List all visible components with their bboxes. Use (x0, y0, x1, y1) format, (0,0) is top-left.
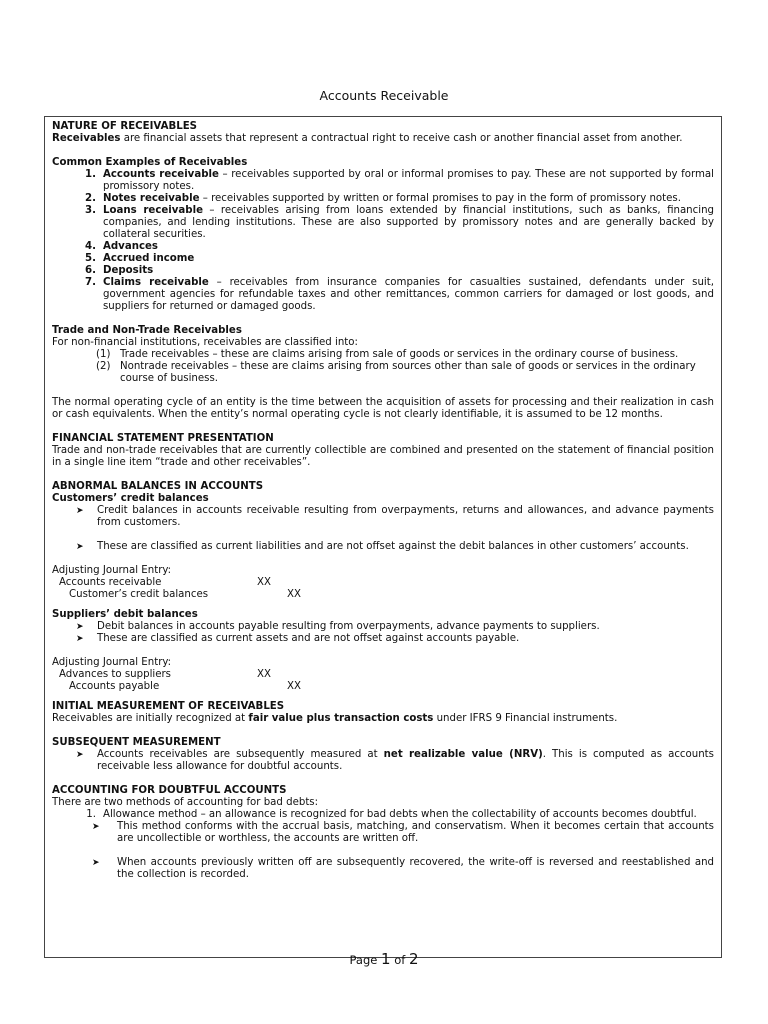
trade-intro: For non-financial institutions, receivables are classified into: (52, 337, 358, 348)
section-heading-subsequent: SUBSEQUENT MEASUREMENT (52, 737, 221, 748)
bullet-item: ➤ When accounts previously written off are subsequently recovered, the write-off is reversed and reestablished and the collection is recorded. (92, 857, 714, 880)
presentation-paragraph: Trade and non-trade receivables that are currently collectible are combined and presented on the statement of financial position in a single line item “trade and other receivables”. (52, 445, 714, 468)
list-item: 2. Notes receivable – receivables supported by written or formal promises to pay in the form of promissory notes. (85, 193, 681, 204)
list-item: 1. Accounts receivable – receivables supported by oral or informal promises to pay. These are not supported by formal promissory notes. (85, 169, 715, 192)
bullet-item: ➤ Accounts receivables are subsequently measured at net realizable value (NRV). This is computed as accounts receivable less allowance for doubtful accounts. (76, 749, 714, 772)
suppliers-heading: Suppliers’ debit balances (52, 609, 198, 620)
section-heading-nature: NATURE OF RECEIVABLES (52, 121, 198, 132)
list-item: 3. Loans receivable – receivables arising from loans extended by financial institutions, such as banks, financing companies, and lending institutions. These are also supported by promissory notes and are generally backed by collateral securities. (85, 205, 714, 240)
journal-entry-debit: Advances to suppliers XX (59, 669, 271, 680)
section-heading-abnormal: ABNORMAL BALANCES IN ACCOUNTS (52, 481, 264, 492)
customers-heading: Customers’ credit balances (52, 493, 209, 504)
doubtful-intro: There are two methods of accounting for bad debts: (52, 797, 319, 808)
list-item: 1. Allowance method – an allowance is recognized for bad debts when the collectability of accounts becomes doubtful. (86, 809, 697, 820)
journal-entry-label: Adjusting Journal Entry: (52, 565, 172, 576)
arrowhead-bullet-icon: ➤ (76, 750, 84, 760)
journal-entry-label: Adjusting Journal Entry: (52, 657, 172, 668)
list-item: 7. Claims receivable – receivables from insurance companies for casualties sustained, defendants under suit, government agencies for refundable taxes and other remittances, common carriers for damaged or lost goods, and suppliers for returned or damaged goods. (85, 277, 714, 312)
list-item: 5. Accrued income (85, 253, 195, 264)
page-footer: Page 1 of 2 (349, 950, 419, 968)
examples-heading: Common Examples of Receivables (52, 157, 248, 168)
arrowhead-bullet-icon: ➤ (76, 542, 84, 552)
journal-entry-debit: Accounts receivable XX (59, 577, 271, 588)
section-heading-doubtful: ACCOUNTING FOR DOUBTFUL ACCOUNTS (52, 785, 287, 796)
arrowhead-bullet-icon: ➤ (76, 622, 84, 632)
arrowhead-bullet-icon: ➤ (92, 822, 100, 832)
bullet-item: ➤ Credit balances in accounts receivable resulting from overpayments, returns and allowances, and advance payments from customers. (76, 505, 714, 528)
content-box (44, 116, 722, 958)
section-heading-initial: INITIAL MEASUREMENT OF RECEIVABLES (52, 701, 285, 712)
list-item: 6. Deposits (85, 265, 154, 276)
list-item: (2) Nontrade receivables – these are claims arising from sources other than sale of goods or services in the ordinary course of business. (96, 361, 696, 384)
bullet-item: ➤ These are classified as current assets and are not offset against accounts payable. (76, 633, 520, 644)
arrowhead-bullet-icon: ➤ (76, 634, 84, 644)
section-heading-presentation: FINANCIAL STATEMENT PRESENTATION (52, 433, 274, 444)
list-item: 4. Advances (85, 241, 158, 252)
operating-cycle-paragraph: The normal operating cycle of an entity is the time between the acquisition of assets for processing and their realization in cash or cash equivalents. When the entity’s normal operating cycle is not clearly identifiable, it is assumed to be 12 months. (52, 397, 714, 420)
arrowhead-bullet-icon: ➤ (76, 506, 84, 516)
arrowhead-bullet-icon: ➤ (92, 858, 100, 868)
journal-entry-credit: Accounts payable XX (69, 681, 301, 692)
journal-entry-credit: Customer’s credit balances XX (69, 589, 301, 600)
trade-heading: Trade and Non-Trade Receivables (52, 325, 242, 336)
bullet-item: ➤ Debit balances in accounts payable resulting from overpayments, advance payments to suppliers. (76, 621, 600, 632)
nature-definition: Receivables are financial assets that represent a contractual right to receive cash or another financial asset from another. (52, 133, 683, 144)
initial-paragraph: Receivables are initially recognized at fair value plus transaction costs under IFRS 9 Financial instruments. (52, 713, 618, 724)
list-item: (1) Trade receivables – these are claims arising from sale of goods or services in the ordinary course of business. (96, 349, 679, 360)
page-title: Accounts Receivable (319, 88, 449, 103)
bullet-item: ➤ These are classified as current liabilities and are not offset against the debit balances in other customers’ accounts. (76, 541, 689, 552)
bullet-item: ➤ This method conforms with the accrual basis, matching, and conservatism. When it becomes certain that accounts are uncollectible or worthless, the accounts are written off. (92, 821, 714, 844)
